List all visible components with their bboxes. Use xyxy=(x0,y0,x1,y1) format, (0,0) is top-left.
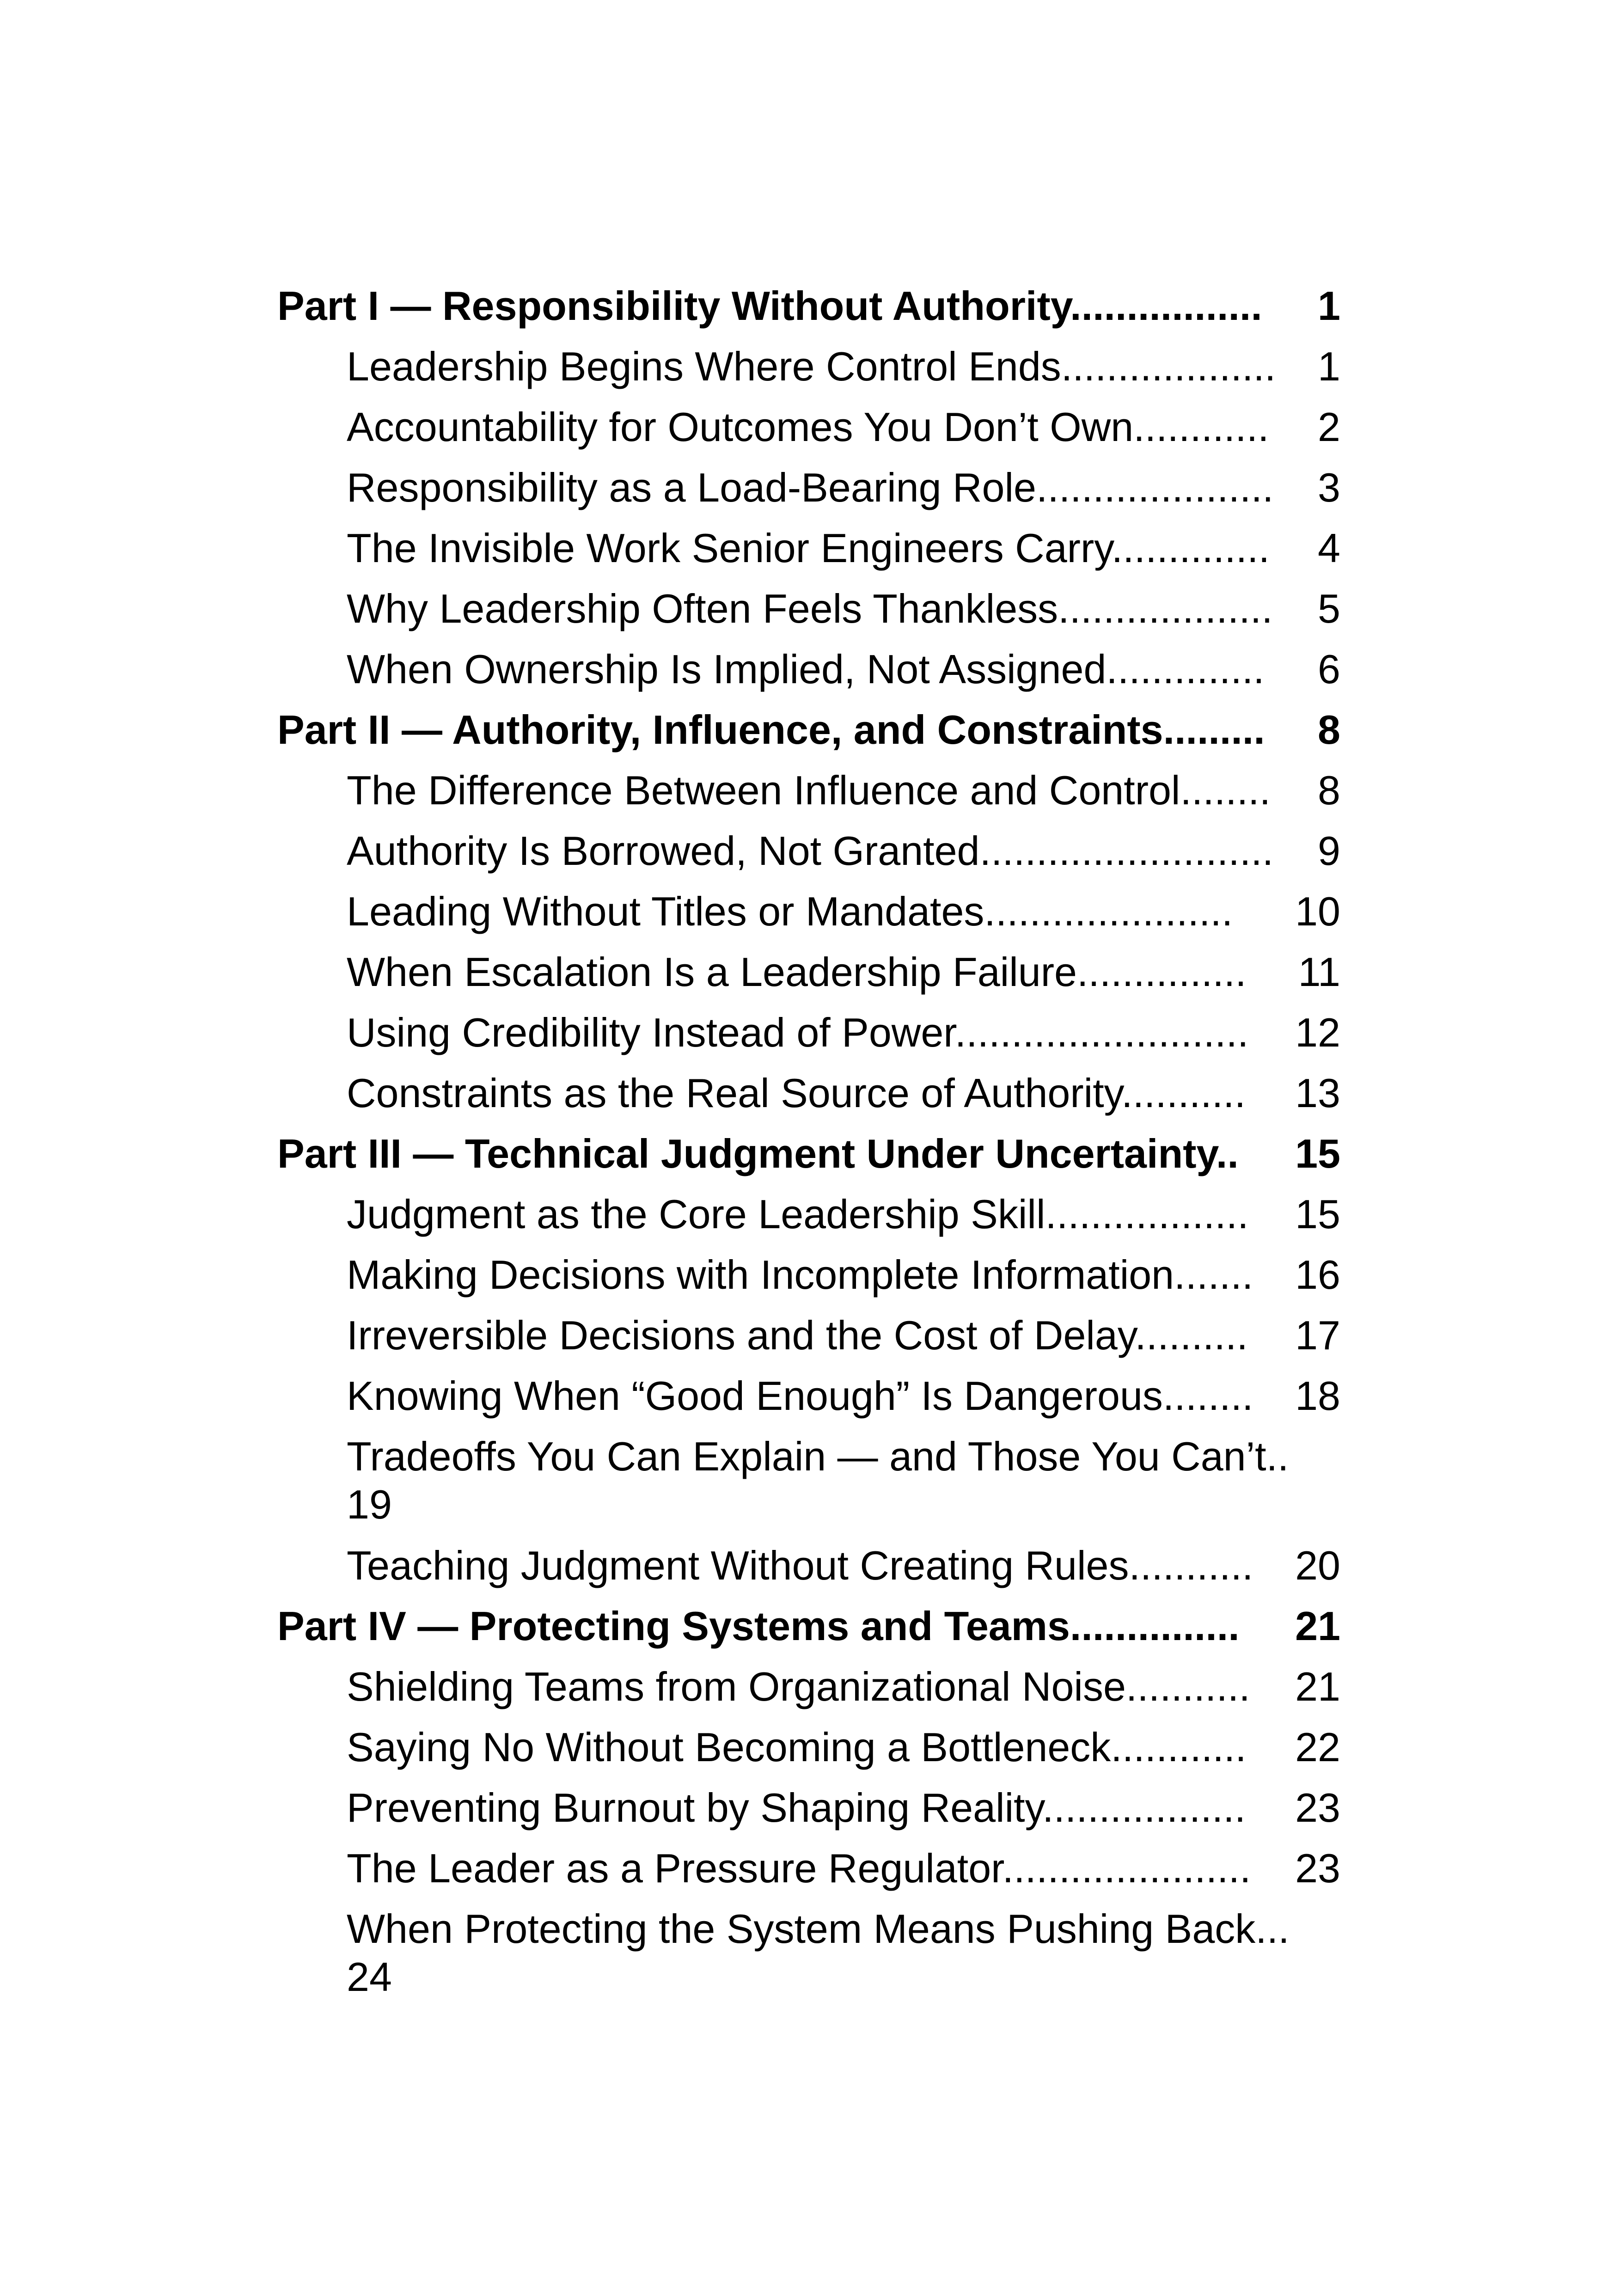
toc-chapter-entry xyxy=(277,942,1340,1002)
toc-chapter-entry xyxy=(277,1898,1340,2008)
toc-part-entry xyxy=(277,1123,1340,1184)
toc-chapter-entry xyxy=(277,1063,1340,1123)
chapter-title: Shielding Teams from Organizational Noise........... xyxy=(347,1664,1250,1709)
toc-chapter-entry xyxy=(277,1305,1340,1365)
toc-chapter-entry xyxy=(277,1717,1340,1777)
chapter-title: Leadership Begins Where Control Ends................... xyxy=(347,343,1276,389)
chapter-title: Preventing Burnout by Shaping Reality.................. xyxy=(347,1785,1246,1831)
page-number: 22 xyxy=(1295,1724,1340,1770)
toc-chapter-entry xyxy=(277,820,1340,881)
toc-chapter-entry xyxy=(277,1244,1340,1305)
toc-chapter-entry xyxy=(277,1535,1340,1596)
chapter-title: Constraints as the Real Source of Authority........... xyxy=(347,1070,1246,1116)
chapter-title: Why Leadership Often Feels Thankless................... xyxy=(347,586,1273,631)
page-number: 20 xyxy=(1295,1543,1340,1588)
toc-chapter-entry xyxy=(277,1002,1340,1063)
toc-chapter-entry xyxy=(277,457,1340,518)
chapter-title: When Protecting the System Means Pushing Back... xyxy=(347,1906,1290,1952)
chapter-title: Using Credibility Instead of Power.......................... xyxy=(347,1010,1249,1055)
chapter-title: Making Decisions with Incomplete Information....... xyxy=(347,1252,1253,1298)
page-number: 17 xyxy=(1295,1312,1340,1358)
toc-chapter-entry xyxy=(277,336,1340,397)
chapter-title: Accountability for Outcomes You Don’t Own............ xyxy=(347,404,1269,450)
chapter-title: When Ownership Is Implied, Not Assigned.............. xyxy=(347,646,1265,692)
page-number: 16 xyxy=(1295,1252,1340,1298)
page-number: 15 xyxy=(1295,1191,1340,1237)
toc-part-entry xyxy=(277,1596,1340,1656)
page-number: 10 xyxy=(1295,888,1340,934)
chapter-title: Leading Without Titles or Mandates...................... xyxy=(347,888,1233,934)
chapter-title: Responsibility as a Load-Bearing Role..................... xyxy=(347,465,1274,510)
chapter-title: Authority Is Borrowed, Not Granted.......................... xyxy=(347,828,1274,874)
page-number: 1 xyxy=(1318,283,1340,329)
toc-chapter-entry xyxy=(277,1426,1340,1535)
page-number: 8 xyxy=(1318,767,1340,813)
chapter-title: Irreversible Decisions and the Cost of Delay.......... xyxy=(347,1312,1248,1358)
toc-chapter-entry xyxy=(277,1777,1340,1838)
toc-chapter-entry xyxy=(277,1184,1340,1244)
page-number: 24 xyxy=(347,1954,392,2000)
toc-chapter-entry xyxy=(277,518,1340,578)
page-number: 1 xyxy=(1318,343,1340,389)
page-number: 12 xyxy=(1295,1010,1340,1055)
chapter-title: Teaching Judgment Without Creating Rules........... xyxy=(347,1543,1253,1588)
page-number: 19 xyxy=(347,1482,392,1527)
chapter-title: Tradeoffs You Can Explain — and Those You Can’t.. xyxy=(347,1433,1289,1479)
toc-chapter-entry xyxy=(277,639,1340,699)
toc-chapter-entry xyxy=(277,760,1340,820)
chapter-title: The Invisible Work Senior Engineers Carry.............. xyxy=(347,525,1270,571)
page-number: 11 xyxy=(1298,949,1340,995)
page-number: 9 xyxy=(1318,828,1340,874)
page-number: 15 xyxy=(1295,1131,1340,1176)
toc-chapter-entry xyxy=(277,397,1340,457)
page-number: 21 xyxy=(1295,1603,1340,1649)
chapter-title: The Difference Between Influence and Control........ xyxy=(347,767,1271,813)
chapter-title: When Escalation Is a Leadership Failure............... xyxy=(347,949,1247,995)
toc-chapter-entry xyxy=(277,578,1340,639)
toc-chapter-entry xyxy=(277,1838,1340,1898)
toc-chapter-entry xyxy=(277,881,1340,942)
part-title: Part III — Technical Judgment Under Uncertainty.. xyxy=(277,1131,1239,1176)
chapter-title: Judgment as the Core Leadership Skill.................. xyxy=(347,1191,1249,1237)
page-number: 5 xyxy=(1318,586,1340,631)
page-number: 23 xyxy=(1295,1845,1340,1891)
toc-chapter-entry xyxy=(277,1365,1340,1426)
page-number: 13 xyxy=(1295,1070,1340,1116)
part-title: Part IV — Protecting Systems and Teams............... xyxy=(277,1603,1240,1649)
toc-chapter-entry xyxy=(277,1656,1340,1717)
toc-part-entry xyxy=(277,699,1340,760)
page-number: 4 xyxy=(1318,525,1340,571)
page-number: 23 xyxy=(1295,1785,1340,1831)
chapter-title: The Leader as a Pressure Regulator...................... xyxy=(347,1845,1251,1891)
page-number: 8 xyxy=(1318,707,1340,753)
toc-part-entry xyxy=(277,276,1340,336)
page-number: 21 xyxy=(1295,1664,1340,1709)
page-number: 2 xyxy=(1318,404,1340,450)
part-title: Part II — Authority, Influence, and Constraints......... xyxy=(277,707,1265,753)
table-of-contents xyxy=(277,276,1340,2008)
part-title: Part I — Responsibility Without Authority................. xyxy=(277,283,1262,329)
page-number: 6 xyxy=(1318,646,1340,692)
page-number: 18 xyxy=(1295,1373,1340,1419)
chapter-title: Saying No Without Becoming a Bottleneck............ xyxy=(347,1724,1247,1770)
page-number: 3 xyxy=(1318,465,1340,510)
chapter-title: Knowing When “Good Enough” Is Dangerous........ xyxy=(347,1373,1253,1419)
